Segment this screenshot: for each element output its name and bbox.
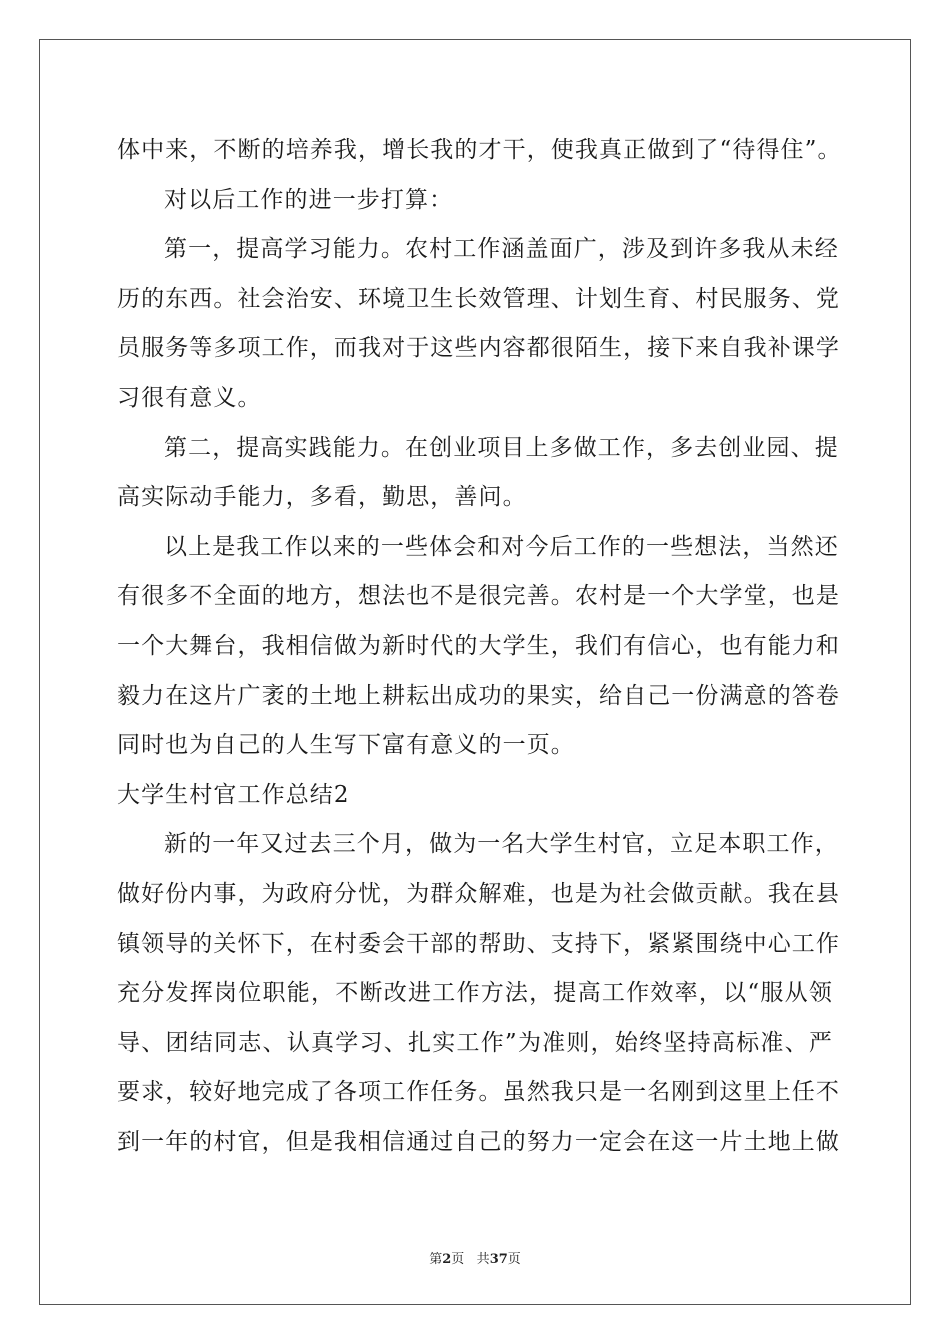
text-line: 做好份内事，为政府分忧，为群众解难，也是为社会做贡献。我在县 [117, 880, 840, 907]
text-line: 要求，较好地完成了各项工作任务。虽然我只是一名刚到这里上任不 [117, 1079, 840, 1106]
text-line: 对以后工作的进一步打算： [164, 186, 454, 213]
text-line: 习很有意义。 [117, 384, 262, 411]
page-footer [0, 1248, 950, 1267]
text-line: 高实际动手能力，多看，勤思，善问。 [117, 484, 527, 511]
page-prefix: 第 [429, 1252, 443, 1267]
text-line: 同时也为自己的人生写下富有意义的一页。 [117, 732, 575, 759]
text-line: 第一，提高学习能力。农村工作涵盖面广，涉及到许多我从未经 [164, 236, 839, 263]
text-line: 以上是我工作以来的一些体会和对今后工作的一些想法，当然还 [164, 533, 839, 560]
total-prefix: 共 [476, 1252, 490, 1267]
page-total: 37 [489, 1252, 508, 1267]
text-line: 员服务等多项工作，而我对于这些内容都很陌生，接下来自我补课学 [117, 335, 840, 362]
text-line: 大学生村官工作总结2 [117, 781, 350, 808]
text-line: 镇领导的关怀下，在村委会干部的帮助、支持下，紧紧围绕中心工作 [117, 930, 840, 957]
total-suffix: 页 [507, 1252, 521, 1267]
text-line: 一个大舞台，我相信做为新时代的大学生，我们有信心，也有能力和 [117, 632, 840, 659]
page-current: 2 [442, 1252, 452, 1267]
text-line: 导、团结同志、认真学习、扎实工作”为准则，始终坚持高标准、严 [117, 1029, 833, 1056]
text-line: 毅力在这片广袤的土地上耕耘出成功的果实，给自己一份满意的答卷 [117, 682, 840, 709]
text-line: 到一年的村官，但是我相信通过自己的努力一定会在这一片土地上做 [117, 1128, 840, 1155]
text-line: 历的东西。社会治安、环境卫生长效管理、计划生育、村民服务、党 [117, 285, 840, 312]
text-line: 体中来，不断的培养我，增长我的才干，使我真正做到了“待得住”。 [117, 137, 842, 163]
text-line: 新的一年又过去三个月，做为一名大学生村官，立足本职工作， [164, 831, 839, 858]
text-line: 充分发挥岗位职能，不断改进工作方法，提高工作效率，以“服从领 [117, 980, 833, 1007]
document-body [117, 126, 842, 1167]
text-line: 有很多不全面的地方，想法也不是很完善。农村是一个大学堂，也是 [117, 583, 840, 610]
page-suffix: 页 [451, 1252, 465, 1267]
text-line: 第二，提高实践能力。在创业项目上多做工作，多去创业园、提 [164, 434, 839, 461]
